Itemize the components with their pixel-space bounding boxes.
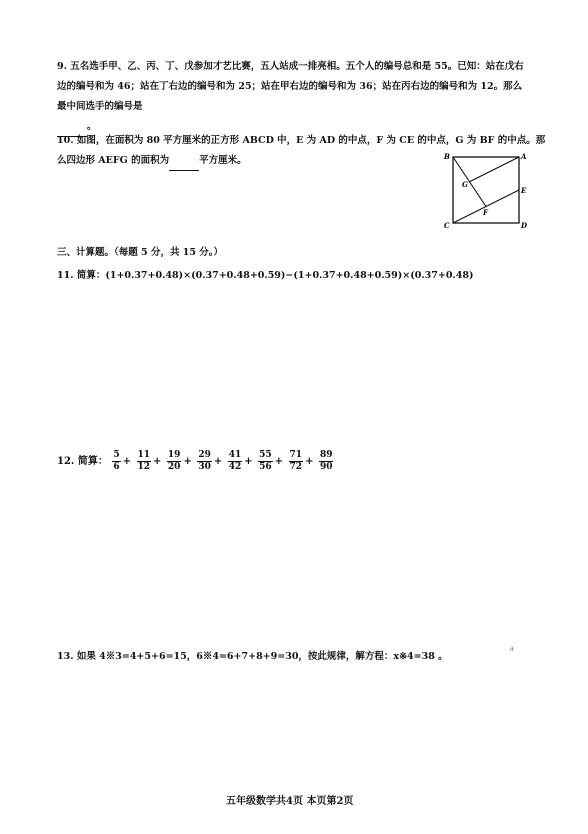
label-a: A xyxy=(521,152,527,161)
label-g: G xyxy=(462,180,468,189)
segment-ga xyxy=(470,157,520,182)
fraction: $\frac{89}{90}$ xyxy=(319,450,333,472)
label-f: F xyxy=(483,208,488,217)
stray-mark: ∂ xyxy=(510,645,514,653)
label-e: E xyxy=(521,186,527,195)
label-c: C xyxy=(444,221,450,230)
question-10-tail: 平方厘米。 xyxy=(199,155,247,166)
fraction: $\frac{29}{30}$ xyxy=(198,450,211,472)
fraction-sum: $\frac{5}{6}$ + $\frac{11}{12}$ + $\frac{19}{20}$ + $\frac{29}{30}$ + $\frac{41}{42}$ + $\frac{55}{56}$ + $\frac{71}{72}$ + $\frac{89}{90}$ xyxy=(113,450,333,472)
answer-blank-10 xyxy=(169,160,199,171)
question-12-prefix: 12. 简算： xyxy=(57,456,108,467)
page-footer: 五年级数学共4页 本页第2页 xyxy=(226,796,354,807)
square-figure xyxy=(440,146,530,232)
fraction: $\frac{11}{12}$ xyxy=(137,450,151,472)
label-d: D xyxy=(521,221,528,230)
fraction: $\frac{41}{42}$ xyxy=(228,450,242,472)
question-13: 13. 如果 4※3=4+5+6=15，6※4=6+7+8+9=30，按此规律，解方程：x※4=38 。 xyxy=(57,651,448,662)
label-b: B xyxy=(444,152,450,161)
question-9-text: 9. 五名选手甲、乙、丙、丁、戊参加才艺比赛，五人站成一排亮相。五个人的编号总和是 55。已知：站在戊右边的编号和为 46；站在丁右边的编号和为 25；站在甲右边的编号和为 36；站在丙右边的编号和为 12。那么最中间选手的编号是 xyxy=(57,61,524,112)
fraction: $\frac{5}{6}$ xyxy=(113,450,120,472)
question-11: 11. 简算：(1+0.37+0.48)×(0.37+0.48+0.59)−(1+0.37+0.48+0.59)×(0.37+0.48) xyxy=(57,270,474,281)
fraction: $\frac{19}{20}$ xyxy=(167,450,181,472)
fraction: $\frac{71}{72}$ xyxy=(289,450,303,472)
question-10-text: 10. 如图，在面积为 80 平方厘米的正方形 ABCD 中，E 为 AD 的中点，F 为 CE 的中点，G 为 BF 的中点。那么四边形 AEFG 的面积为 xyxy=(57,135,546,166)
section-heading: 三、计算题。（每题 5 分，共 15 分。） xyxy=(57,247,224,258)
question-12 xyxy=(57,450,334,473)
fraction: $\frac{55}{56}$ xyxy=(259,450,272,472)
question-9-tail: 。 xyxy=(87,121,97,132)
question-9 xyxy=(57,57,527,137)
